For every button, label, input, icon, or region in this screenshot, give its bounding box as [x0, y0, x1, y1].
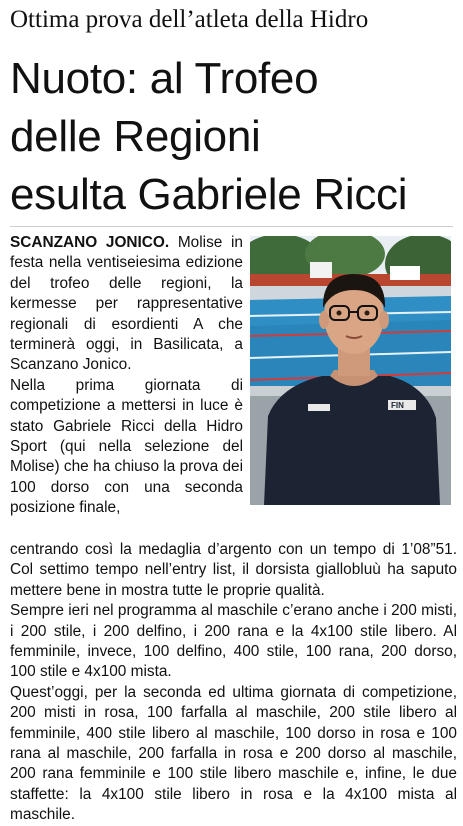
paragraph-2-end: centrando così la medaglia d’argento con un tempo di 1’08”51. Col settimo tempo nell’entry list, il dorsista giallobluù ha saputo mettere bene in mostra tutte le proprie qualità.	[10, 541, 457, 599]
headline-line-2: delle Regioni	[10, 112, 261, 161]
article-full-width-text	[10, 540, 457, 826]
article-column-text	[10, 233, 243, 519]
paragraph-1	[10, 233, 243, 376]
article-kicker: Ottima prova dell’atleta della Hidro	[10, 6, 369, 33]
paragraph-4: Quest’oggi, per la seconda ed ultima giornata di competizione, 200 misti in rosa, 100 farfalla al maschile, 200 stile libero al femminile, 400 stile libero al maschile, 100 dorso in rosa e 100 rana al maschile, 200 farfalla in rosa e 200 dorso al maschile, 200 rana femminile e 100 stile libero maschile e, infine, le due staffette: la 4x100 stile libero in rosa e la 4x100 mista al maschile.	[10, 683, 457, 824]
headline-divider	[10, 226, 453, 227]
article-headline	[10, 50, 460, 224]
paragraph-3: Sempre ieri nel programma al maschile c’erano anche i 200 misti, i 200 stile, i 200 delfino, i 200 rana e la 4x100 stile libero. Al femminile, invece, 100 delfino, 400 stile, 100 rana, 200 dorso, 100 stile e 4x100 mista.	[10, 602, 457, 681]
paragraph-1-text: Molise in festa nella ventiseiesima edizione del trofeo delle regioni, la kermesse per rappresentative regionali di esordienti A che terminerà oggi, in Basilicata, a Scanzano Jonico.	[10, 234, 243, 374]
athlete-photo	[250, 236, 451, 505]
headline-line-1: Nuoto: al Trofeo	[10, 54, 319, 103]
headline-line-3: esulta Gabriele Ricci	[10, 170, 408, 219]
shirt-logo-text: FIN	[391, 401, 404, 410]
dateline: SCANZANO JONICO.	[10, 234, 170, 251]
paragraph-2-start: Nella prima giornata di competizione a mettersi in luce è stato Gabriele Ricci della Hidro Sport (qui nella selezione del Molise) che ha chiuso la prova dei 100 dorso con una seconda posizione finale,	[10, 376, 243, 517]
